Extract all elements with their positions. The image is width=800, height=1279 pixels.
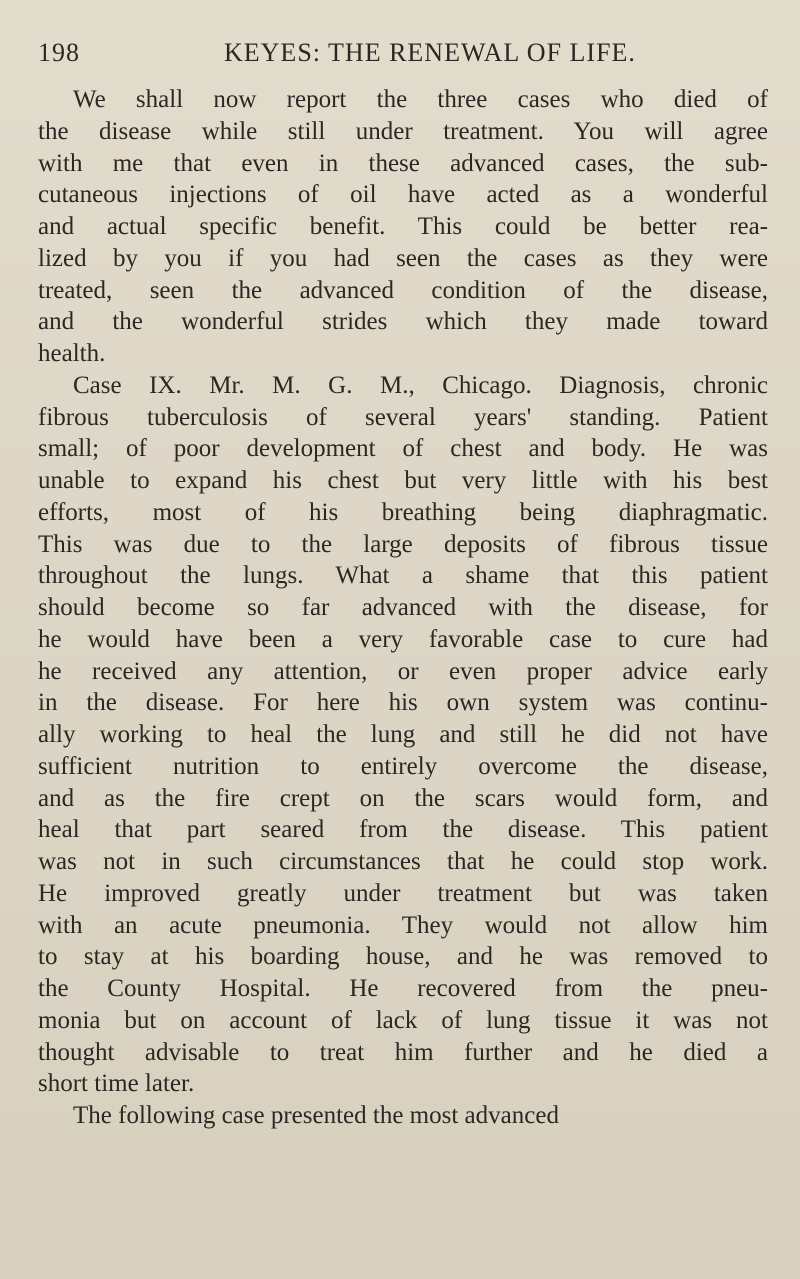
text-line: thought advisable to treat him further and he died a	[38, 1038, 768, 1066]
text-line: and the wonderful strides which they made toward	[38, 308, 768, 336]
text-line: He improved greatly under treatment but was taken	[38, 879, 768, 907]
text-line: health.	[38, 340, 106, 367]
text-line: should become so far advanced with the disease, for	[38, 594, 768, 621]
text-line: with me that even in these advanced cases, the sub-	[38, 149, 768, 177]
text-line: sufficient nutrition to entirely overcome the disease,	[38, 752, 768, 780]
text-line: efforts, most of his breathing being diaphragmatic.	[38, 498, 768, 526]
text-line: he would have been a very favorable case to cure had	[38, 625, 768, 653]
text-line: heal that part seared from the disease. This patient	[38, 816, 768, 844]
text-line: the County Hospital. He recovered from the pneu-	[38, 975, 768, 1002]
text-line: short time later.	[38, 1070, 195, 1098]
page-number: 198	[38, 38, 80, 67]
text-line: throughout the lungs. What a shame that this patient	[38, 562, 768, 590]
text-line: he received any attention, or even proper advice early	[38, 657, 768, 685]
running-head	[38, 36, 768, 70]
text-line: Case IX. Mr. M. G. M., Chicago. Diagnosis, chronic	[73, 371, 768, 399]
text-line: and actual specific benefit. This could be better rea-	[38, 213, 768, 240]
text-line: treated, seen the advanced condition of the disease,	[38, 276, 768, 304]
text-line: to stay at his boarding house, and he was removed to	[38, 943, 768, 971]
text-line: ally working to heal the lung and still he did not have	[38, 721, 768, 748]
text-line: This was due to the large deposits of fibrous tissue	[38, 530, 768, 558]
text-line: The following case presented the most advanced	[73, 1102, 559, 1129]
text-line: monia but on account of lack of lung tissue it was not	[38, 1006, 768, 1034]
running-title: KEYES: THE RENEWAL OF LIFE.	[224, 38, 636, 67]
text-line: with an acute pneumonia. They would not allow him	[38, 911, 768, 939]
text-line: unable to expand his chest but very little with his best	[38, 467, 768, 494]
text-line: and as the fire crept on the scars would form, and	[38, 784, 768, 812]
text-line: was not in such circumstances that he could stop work.	[38, 848, 768, 875]
text-line: small; of poor development of chest and body. He was	[38, 435, 768, 463]
text-line: cutaneous injections of oil have acted as a wonderful	[38, 181, 768, 209]
text-line: the disease while still under treatment. You will agree	[38, 117, 768, 145]
text-line: lized by you if you had seen the cases as they were	[38, 244, 768, 272]
text-line: in the disease. For here his own system was continu-	[38, 689, 768, 717]
text-line: We shall now report the three cases who died of	[73, 86, 768, 113]
text-line: fibrous tuberculosis of several years' standing. Patient	[38, 403, 768, 431]
body-text	[38, 84, 768, 1132]
